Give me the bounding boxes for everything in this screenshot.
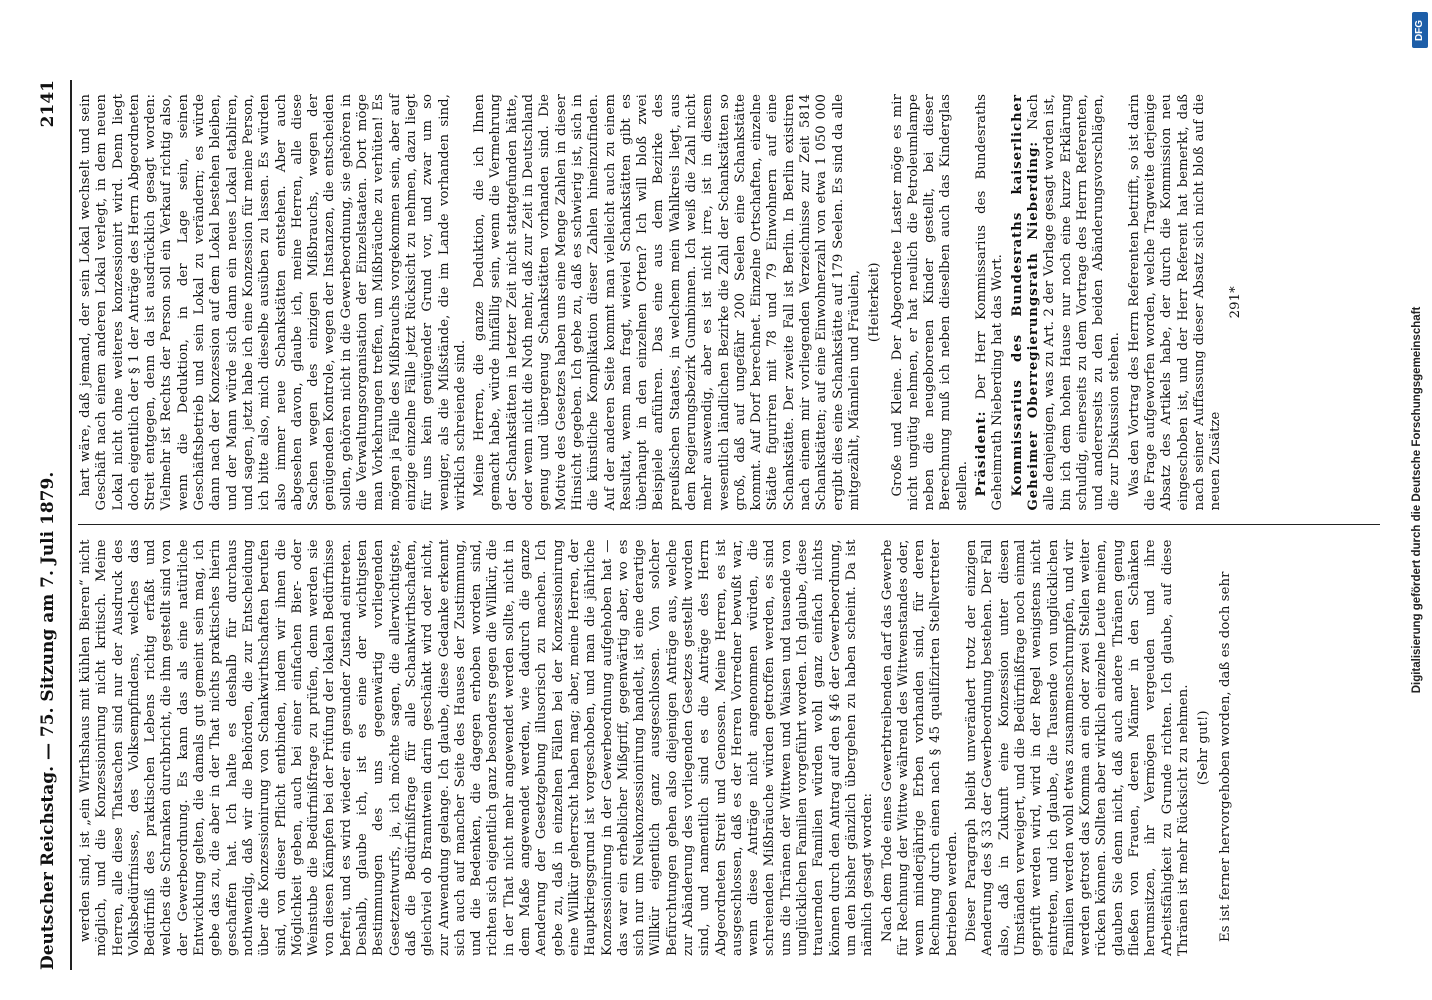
column-left xyxy=(78,526,1380,971)
paragraph: Es ist ferner hervorgehoben worden, daß es doch sehr xyxy=(1218,571,1234,942)
laughter-note: (Heiterkeit) xyxy=(867,262,883,343)
paragraph: Dieser Paragraph bleibt unverändert trotz der einzigen Aenderung des § 33 der Gewerbeordnung bestehen. Der Fall also, daß in Zukunft eine Konzession unter diesen Umständen verweigert, und die Bedürfnißfrage noch einmal geprüft werden wird, wird in der Regel wenigstens nicht eintreten, und ich glaube, die Tausende von unglücklichen Familien werden wohl etwas zusammenschrumpfen, und wir werden getrost das Komma an ein oder zwei Stellen weiter rücken können. Sollten aber wirklich einzelne Leute meinen, glauben Sie denn nicht, daß auch andere Thränen genug fließen von Frauen, deren Männer in den Schänken herumsitzen, ihr Vermögen vergeuden und ihre Arbeitsfähigkeit zu Grunde richten. Ich glaube, auf diese Thränen ist mehr Rücksicht zu nehmen. xyxy=(964,539,1191,956)
commissioner-paragraph xyxy=(1010,94,1124,511)
running-head: Deutscher Reichstag. — 75. Sitzung am 7. Juli 1879. xyxy=(38,471,58,970)
applause-note: (Sehr gut!) xyxy=(1196,710,1212,786)
speaker-text: Nach alle denjenigen, was zu Art. 2 der Vorlage gesagt worden ist, bin ich dem hohen Hause nur noch eine kurze Erklärung schuldig, einerseits zu dem Vortrage des Herrn Referenten, und andererseits zu den beiden Abänderungsvorschlägen, die zur Diskussion stehen. xyxy=(1025,94,1123,511)
text-columns xyxy=(78,80,1380,970)
header-rule xyxy=(70,80,72,970)
credit-text: Digitalisierung gefördert durch die Deutsche Forschungsgemeinschaft xyxy=(1411,306,1423,694)
digitization-credit xyxy=(1404,20,1430,980)
president-paragraph xyxy=(974,94,1007,511)
speaker-label: Präsident: xyxy=(974,410,990,497)
rotated-page xyxy=(20,40,1390,990)
paragraph: Was den Vortrag des Herrn Referenten betrifft, so ist darin die Frage aufgeworfen worden, welche Tragweite derjenige Absatz des Artikels habe, der durch die Kommission neu eingeschoben ist, und der Herr Referent hat bemerkt, daß nach seiner Auffassung dieser Absatz sich nicht bloß auf die neuen Zusätze xyxy=(1126,94,1224,511)
paragraph: Meine Herren, die ganze Deduktion, die ich Ihnen gemacht habe, würde hinfällig sein, wenn die Vermehrung der Schankstätten in letzter Zeit nicht stattgefunden hätte, oder wenn nicht die Noth mehr, daß zur Zeit in Deutschland genug und übergenug Schankstätten vorhanden sind. Die Motive des Gesetzes haben uns eine Menge Zahlen in dieser Hinsicht gegeben. Ich gebe zu, daß es schwierig ist, sich in die künstliche Komplikation dieser Zahlen hineinzufinden. Auf der anderen Seite kommt man vielleicht auch zu einem Resultat, wenn man fragt, wieviel Schankstätten gibt es überhaupt in den einzelnen Orten? Ich will bloß zwei Beispiele anführen. Das eine aus dem Bezirke des preußischen Staates, in welchem mein Wahlkreis liegt, aus dem Regierungsbezirk Gumbinnen. Ich weiß die Zahl nicht mehr auswendig, aber es ist nicht irre, ist in diesem wesentlich ländlichen Bezirke die Zahl der Schankstätten so groß, daß auf ungefähr 200 Seelen eine Schankstätte kommt. Auf Dorf berechnet. Einzelne Ortschaften, einzelne Städte figuriren mit 78 und 79 Einwohnern auf eine Schankstätte. Der zweite Fall ist Berlin. In Berlin existiren nach einem mir vorliegenden Verzeichnisse zur Zeit 5814 Schankstätten; auf eine Einwohnerzahl von etwa 1 050 000 ergibt dies eine Schankstätte auf 179 Seelen. Es sind da alle mitgezählt, Männlein und Fräulein, xyxy=(472,94,862,511)
speaker-text: Der Herr Kommissarius des Bundesraths Geheimrath Nieberding hat das Wort. xyxy=(974,94,1006,511)
paragraph: werden sind, ist „ein Wirthshaus mit kühlen Bieren“ nicht möglich, und die Konzessionirung nicht kritisch. Meine Herren, alle diese Thatsachen sind nur der Ausdruck des Volksbedürfnisses, des Volksempfindens, welches das Bedürfniß des praktischen Lebens richtig erfaßt und welches die Schranken durchbricht, die ihm gestellt sind von der Gewerbeordnung. Es kann das als eine natürliche Entwicklung gelten, die damals gut gemeint sein mag, ich gebe das zu, die aber in der That nichts praktisches hierin geschaffen hat. Ich halte es deshalb für durchaus nothwendig, daß wir die Behörden, die zur Entscheidung über die Konzessionirung von Schankwirthschaften berufen sind, von dieser Pflicht entbinden, indem wir ihnen die Möglichkeit geben, auch bei einer einfachen Bier- oder Weinstube die Bedürfnißfrage zu prüfen, denn werden sie von diesen Kämpfen bei der Prüfung der lokalen Bedürfnisse befreit, und es wird wieder ein gesunder Zustand eintreten. Deshalb, glaube ich, ist es eine der wichtigsten Bestimmungen des uns gegenwärtig vorliegenden Gesetzentwurfs, ja, ich möchte sagen, die allerwichtigste, daß die Bedürfnißfrage für alle Schankwirthschaften, gleichviel ob Branntwein darin geschänkt wird oder nicht, zur Anwendung gelange. Ich glaube, diese Gedanke erkennt sich auch auf mancher Seite des Hauses der Zustimmung, und die Bedenken, die dagegen erhoben worden sind, richten sich eigentlich ganz besonders gegen die Willkür, die in der That nicht mehr angewendet werden sollte, nicht in dem Maße angewendet werden, wie dadurch die ganze Aenderung der Gesetzgebung illusorisch zu machen. Ich gebe zu, daß in einzelnen Fällen bei der Konzessionirung eine Willkür geherrscht haben mag; aber, meine Herren, der Hauptkriegsgrund ist vorgeschoben, und man die jährliche Konzessionirung in der Gewerbeordnung aufgehoben hat — das war ein erheblicher Mißgriff, gegenwärtig aber, wo es sich nur um Neukonzessionirung handelt, ist eine derartige Willkür eigentlich ganz ausgeschlossen. Von solcher Befürchtungen gehen also diejenigen Anträge aus, welche zur Abänderung des vorliegenden Gesetzes gestellt worden sind, und namentlich sind es die Anträge des Herrn Abgeordneten Streit und Genossen. Meine Herren, es ist ausgeschlossen, daß es der Herren Vorredner bewußt war, wenn diese Anträge nicht angenommen würden, die schreienden Mißbräuche würden getroffen werden, es sind uns die Thränen der Wittwen und Waisen und tausende von unglücklichen Familien vorgeführt worden. Ich glaube, diese trauernden Familien würden wohl ganz einfach nichts können durch den Antrag auf den § 46 der Gewerbeordnung, um den bisher gänzlich übergehen zu haben scheint. Da ist nämlich gesagt worden: xyxy=(78,539,876,956)
speaker-label: Kommissarius des Bundesraths kaiserlicher Geheimer Oberregierungsrath Nieberding: xyxy=(1009,94,1041,511)
column-right xyxy=(78,80,1380,525)
paragraph: Große und Kleine. Der Abgeordnete Laster möge es mir nicht ungütig nehmen, er hat neulich die Petroleumlampe neben die neugeborenen Kinder gestellt, bei dieser Berechnung muß ich neben dieselben auch das Kinderglas stellen. xyxy=(889,94,970,511)
signature-mark: 291* xyxy=(1228,286,1244,319)
logo-text: DFG xyxy=(1414,19,1426,41)
quoted-paragraph: Nach dem Tode eines Gewerbtreibenden darf das Gewerbe für Rechnung der Wittwe während des Wittwenstandes oder, wenn minderjährige Erben vorhanden sind, für deren Rechnung durch einen nach § 45 qualifizirten Stellvertreter betrieben werden. xyxy=(879,539,960,956)
page-header xyxy=(32,80,64,970)
dfg-logo xyxy=(1412,12,1428,48)
paragraph: hart wäre, daß jemand, der sein Lokal wechselt und sein Geschäft nach einem anderen Lokal verlegt, in dem neuen Lokal nicht ohne weiteres konzessionirt wird. Denn liegt doch eigentlich der § 1 der Anträge des Herrn Abgeordneten Streit entgegen, denn da ist ausdrücklich gesagt worden: Vielmehr ist Rechts der Person soll ein Verkauf richtig also, wenn die Deduktion, in der Lage sein, seinen Geschäftsbetrieb und sein Lokal zu verändern; es würde dann nach der Konzession auf dem Lokal bestehen bleiben, und der Mann würde sich dann ein neues Lokal etabliren, und sagen, jetzt habe ich eine Konzession für meine Person, ich bitte also, mich dieselbe ausüben zu lassen. Es würden also immer neue Schankstätten entstehen. Aber auch abgesehen davon, glaube ich, meine Herren, alle diese Sachen wegen des einzigen Mißbrauchs, wegen der genügenden Kontrole, wegen der Instanzen, die entscheiden sollen, gehören nicht in die Gewerbeordnung, sie gehören in die Verwaltungsorganisation der Einzelstaaten. Dort möge man Vorkehrungen treffen, um Mißbräuche zu verhüten! Es mögen ja Fälle des Mißbrauchs vorgekommen sein, aber auf einzige einzelne Fälle jetzt Rücksicht zu nehmen, dazu liegt für uns kein genügender Grund vor, und zwar um so weniger, als die Mißstände, die im Lande vorhanden sind, wirklich schreiende sind. xyxy=(78,94,468,511)
page-number: 2141 xyxy=(38,80,58,128)
column-divider xyxy=(78,525,1380,526)
